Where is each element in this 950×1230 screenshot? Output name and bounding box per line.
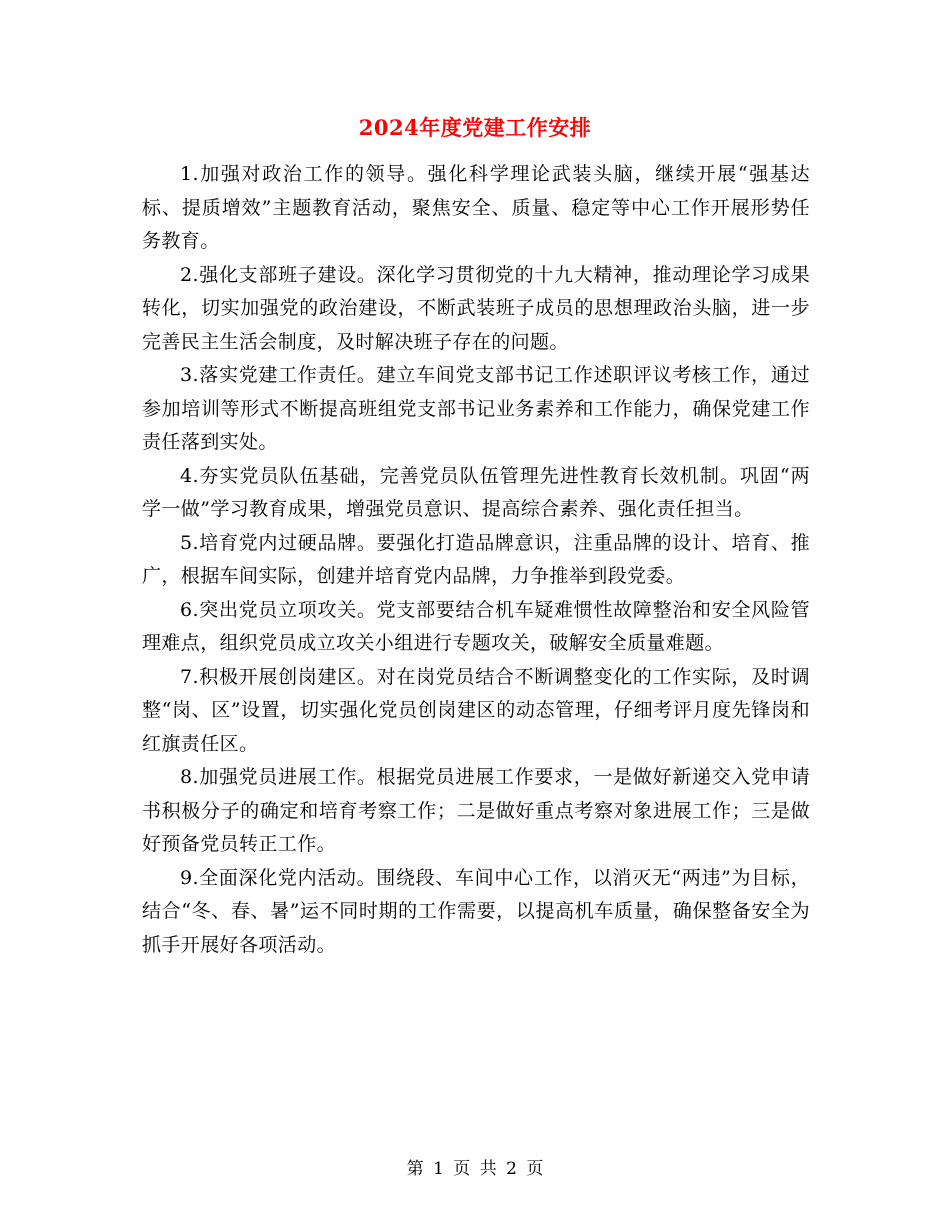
paragraph-7: 7.积极开展创岗建区。对在岗党员结合不断调整变化的工作实际，及时调整“岗、区”设置，切实强化党员创岗建区的动态管理，仔细考评月度先锋岗和红旗责任区。 xyxy=(142,665,810,755)
paragraph-8: 8.加强党员进展工作。根据党员进展工作要求，一是做好新递交入党申请书积极分子的确定和培育考察工作；二是做好重点考察对象进展工作；三是做好预备党员转正工作。 xyxy=(142,766,810,855)
document-body xyxy=(142,158,810,962)
document-title: 2024年度党建工作安排 xyxy=(358,115,592,140)
paragraph-4: 4.夯实党员队伍基础，完善党员队伍管理先进性教育长效机制。巩固“两学一做”学习教育成果，增强党员意识、提高综合素养、强化责任担当。 xyxy=(142,464,810,520)
paragraph-9: 9.全面深化党内活动。围绕段、车间中心工作，以消灭无“两违”为目标，结合“冬、春、暑”运不同时期的工作需要，以提高机车质量，确保整备安全为抓手开展好各项活动。 xyxy=(142,866,810,956)
paragraph-2: 2.强化支部班子建设。深化学习贯彻党的十九大精神，推动理论学习成果转化，切实加强党的政治建设，不断武装班子成员的思想理政治头脑，进一步完善民主生活会制度，及时解决班子存在的问题。 xyxy=(142,263,810,353)
paragraph-5: 5.培育党内过硬品牌。要强化打造品牌意识，注重品牌的设计、培育、推广，根据车间实际，创建并培育党内品牌，力争推举到段党委。 xyxy=(142,531,810,587)
page-footer: 第 1 页 共 2 页 xyxy=(406,1159,544,1179)
paragraph-3: 3.落实党建工作责任。建立车间党支部书记工作述职评议考核工作，通过参加培训等形式不断提高班组党支部书记业务素养和工作能力，确保党建工作责任落到实处。 xyxy=(142,364,810,453)
paragraph-6: 6.突出党员立项攻关。党支部要结合机车疑难惯性故障整治和安全风险管理难点，组织党员成立攻关小组进行专题攻关，破解安全质量难题。 xyxy=(142,598,810,654)
paragraph-1: 1.加强对政治工作的领导。强化科学理论武装头脑，继续开展“强基达标、提质增效”主题教育活动，聚焦安全、质量、稳定等中心工作开展形势任务教育。 xyxy=(142,163,810,252)
